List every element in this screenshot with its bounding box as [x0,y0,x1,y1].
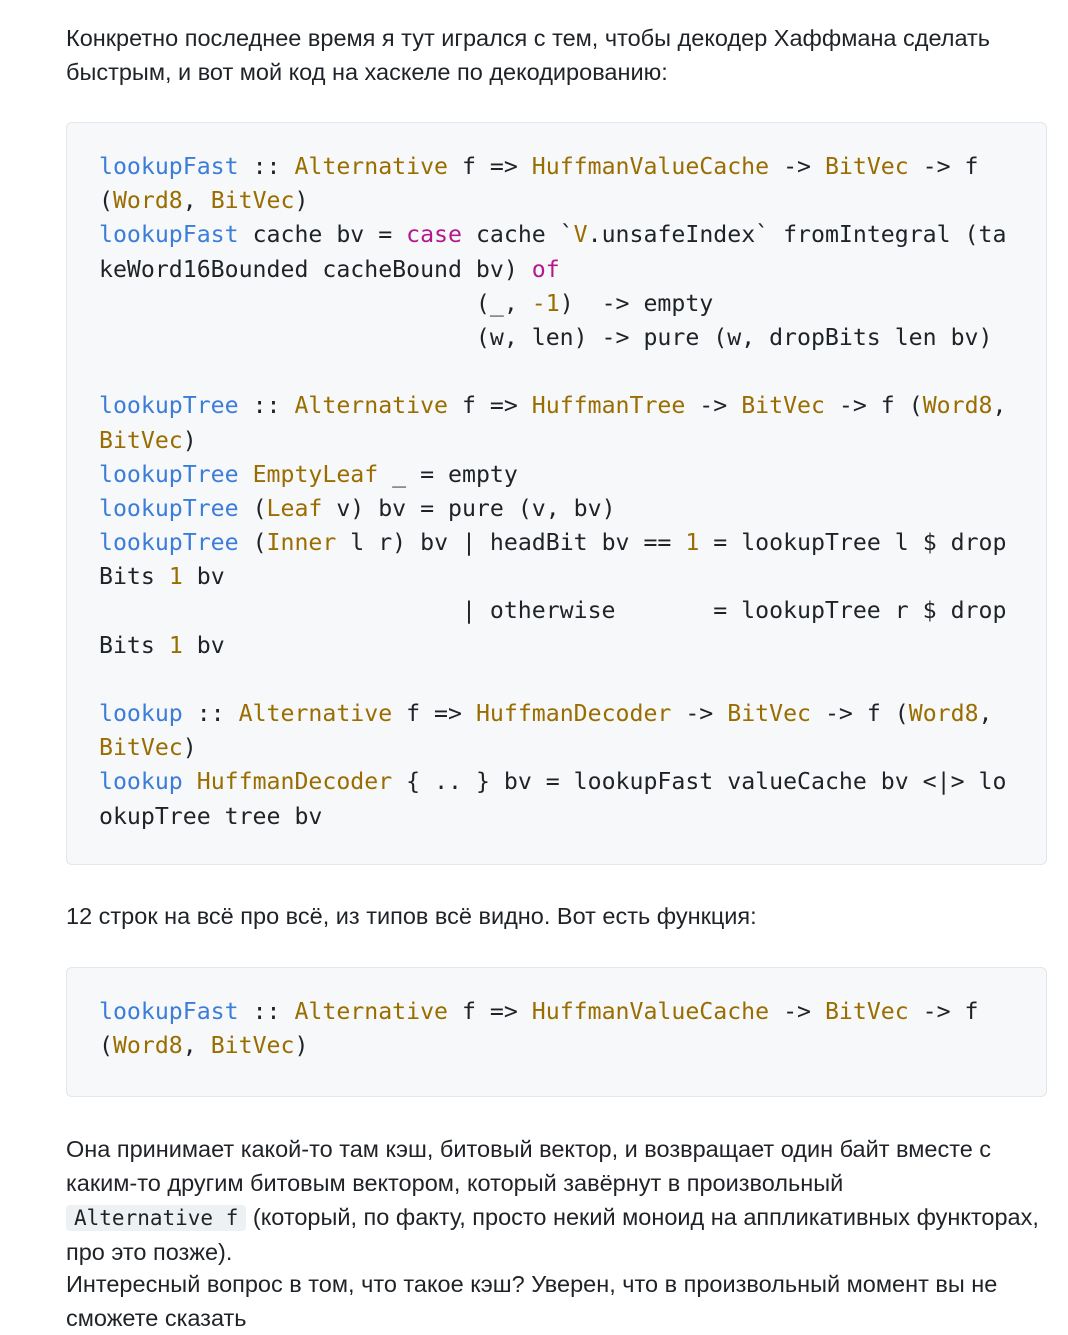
function-name: lookupTree [99,392,239,420]
code-plain: Bits [99,563,169,591]
code-block-haskell-decoder [66,122,1047,865]
number-literal: -1 [531,289,560,317]
function-name: lookupFast [99,221,239,249]
type-name: HuffmanDecoder [196,768,393,796]
keyword: case [406,221,462,249]
code-line [99,389,1006,423]
type-name: Word8 [112,187,183,215]
type-name: BitVec [824,998,909,1025]
code-plain: | otherwise = lookupTree r $ drop [99,597,1007,625]
code-plain: f => [448,392,532,420]
code-line [99,218,1006,252]
code-plain: ) [182,426,197,454]
code-plain: (w, len) -> pure (w, dropBits len bv) [99,323,993,351]
explanation-text-after: (который, по факту, просто некий моноид на аппликативных функторах, про это позже). [66,1204,1039,1265]
type-name: EmptyLeaf [252,460,379,488]
code-line [99,697,1006,731]
code-line [99,424,1006,458]
type-name: BitVec [99,734,183,762]
type-name: Alternative [294,392,449,420]
code-plain: -> f [908,998,979,1025]
function-name: lookupFast [99,998,239,1025]
code-line [99,800,1006,834]
function-name: lookupTree [99,529,239,557]
code-plain: -> [671,700,728,727]
cut-off-paragraph: Интересный вопрос в том, что такое кэш? Уверен, что в произвольный момент вы не сможете сказать [66,1271,998,1331]
code-plain: -> [685,392,742,420]
code-plain: Bits [99,631,169,659]
code-line [99,629,1006,663]
summary-paragraph: 12 строк на всё про всё, из типов всё видно. Вот есть функция: [66,903,757,929]
code-line [99,321,1006,355]
code-plain: ) [294,187,309,215]
code-line [99,995,979,1029]
code-plain: okupTree tree bv [99,802,323,830]
type-name: Leaf [266,494,323,522]
code-plain: ) -> empty [559,289,714,317]
number-literal: 1 [168,631,183,659]
explanation-text-before: Она принимает какой-то там кэш, битовый вектор, и возвращает один байт вместе с каким-то другим битовым вектором, который завёрнут в произвольный [66,1136,992,1196]
code-plain: keWord16Bounded cacheBound bv) [99,255,532,283]
type-name: BitVec [741,392,825,420]
code-plain: bv [182,563,225,591]
code-text [99,995,979,1063]
type-name: Alternative [238,700,393,727]
code-plain: f => [392,700,476,727]
type-name: Word8 [112,1032,183,1060]
type-name: Word8 [908,700,979,727]
code-line [99,287,1006,321]
code-plain: , [182,187,211,215]
code-line [99,355,1006,389]
intro-paragraph: Конкретно последнее время я тут игрался с тем, чтобы декодер Хаффмана сделать быстрым, и вот мой код на хаскеле по декодированию: [66,25,991,85]
code-plain: -> [769,153,825,180]
number-literal: 1 [168,563,183,591]
function-name: lookupTree [99,494,239,522]
type-name: BitVec [210,1032,295,1060]
code-plain: .unsafeIndex` fromIntegral (ta [587,221,1007,249]
type-name: HuffmanValueCache [531,153,770,180]
code-plain: , [992,392,1007,420]
code-plain: -> f [908,153,979,180]
type-name: Inner [266,529,337,557]
code-plain [183,768,197,795]
code-line [99,492,1006,526]
type-name: HuffmanTree [531,392,686,420]
code-plain: , [978,700,993,727]
code-plain: v) bv = pure (v, bv) [322,494,616,522]
code-line [99,1029,979,1063]
code-plain: ( [238,529,267,557]
function-name: lookup [99,768,183,796]
code-line [99,731,1006,765]
type-name: Word8 [922,392,993,420]
code-plain: ( [99,1032,113,1060]
explanation-paragraph [66,1132,1047,1269]
code-plain: ) [182,734,197,762]
code-line [99,150,1006,184]
code-line [99,184,1006,218]
code-line [99,560,1006,594]
code-plain: , [182,1032,211,1060]
inline-code-alternative: Alternative f [66,1205,246,1231]
code-plain: -> f ( [824,392,923,420]
type-name: Alternative [294,153,449,180]
code-plain: :: [238,153,295,180]
code-plain: :: [238,392,295,420]
code-plain: ) [294,1032,309,1060]
type-name: BitVec [727,700,811,727]
type-name: Alternative [294,998,449,1025]
code-plain: -> f ( [811,700,909,727]
code-line [99,765,1006,799]
code-plain: f => [448,998,532,1025]
code-line [99,458,1006,492]
code-plain: cache bv = [238,221,407,249]
type-name: BitVec [824,153,909,180]
code-plain: (_, [99,289,532,317]
function-name: lookupFast [99,153,239,180]
code-line [99,663,1006,697]
code-line [99,253,1006,287]
type-name: HuffmanDecoder [475,700,672,727]
code-line [99,594,1006,628]
keyword: of [531,255,560,283]
code-plain: cache ` [461,221,574,249]
code-plain: ( [99,187,113,215]
type-name: BitVec [210,187,295,215]
number-literal: 1 [685,529,700,557]
code-plain: = lookupTree l $ drop [699,529,1007,557]
code-line [99,526,1006,560]
code-plain [239,461,253,488]
type-name: V [573,221,588,249]
function-name: lookupTree [99,460,239,488]
code-plain: ( [238,494,267,522]
code-plain: l r) bv | headBit bv == [336,529,686,557]
code-plain: -> [769,998,825,1025]
code-plain: { .. } bv = lookupFast valueCache bv <|> lo [392,768,1007,796]
code-plain: bv [182,631,225,659]
code-block-lookupfast-signature [66,967,1047,1097]
code-plain: :: [238,998,295,1025]
type-name: HuffmanValueCache [531,998,770,1025]
code-plain: _ = empty [378,460,518,488]
type-name: BitVec [99,426,183,454]
code-plain: f => [448,153,532,180]
code-text [99,150,1006,834]
function-name: lookup [99,700,183,727]
code-plain: :: [182,700,239,727]
